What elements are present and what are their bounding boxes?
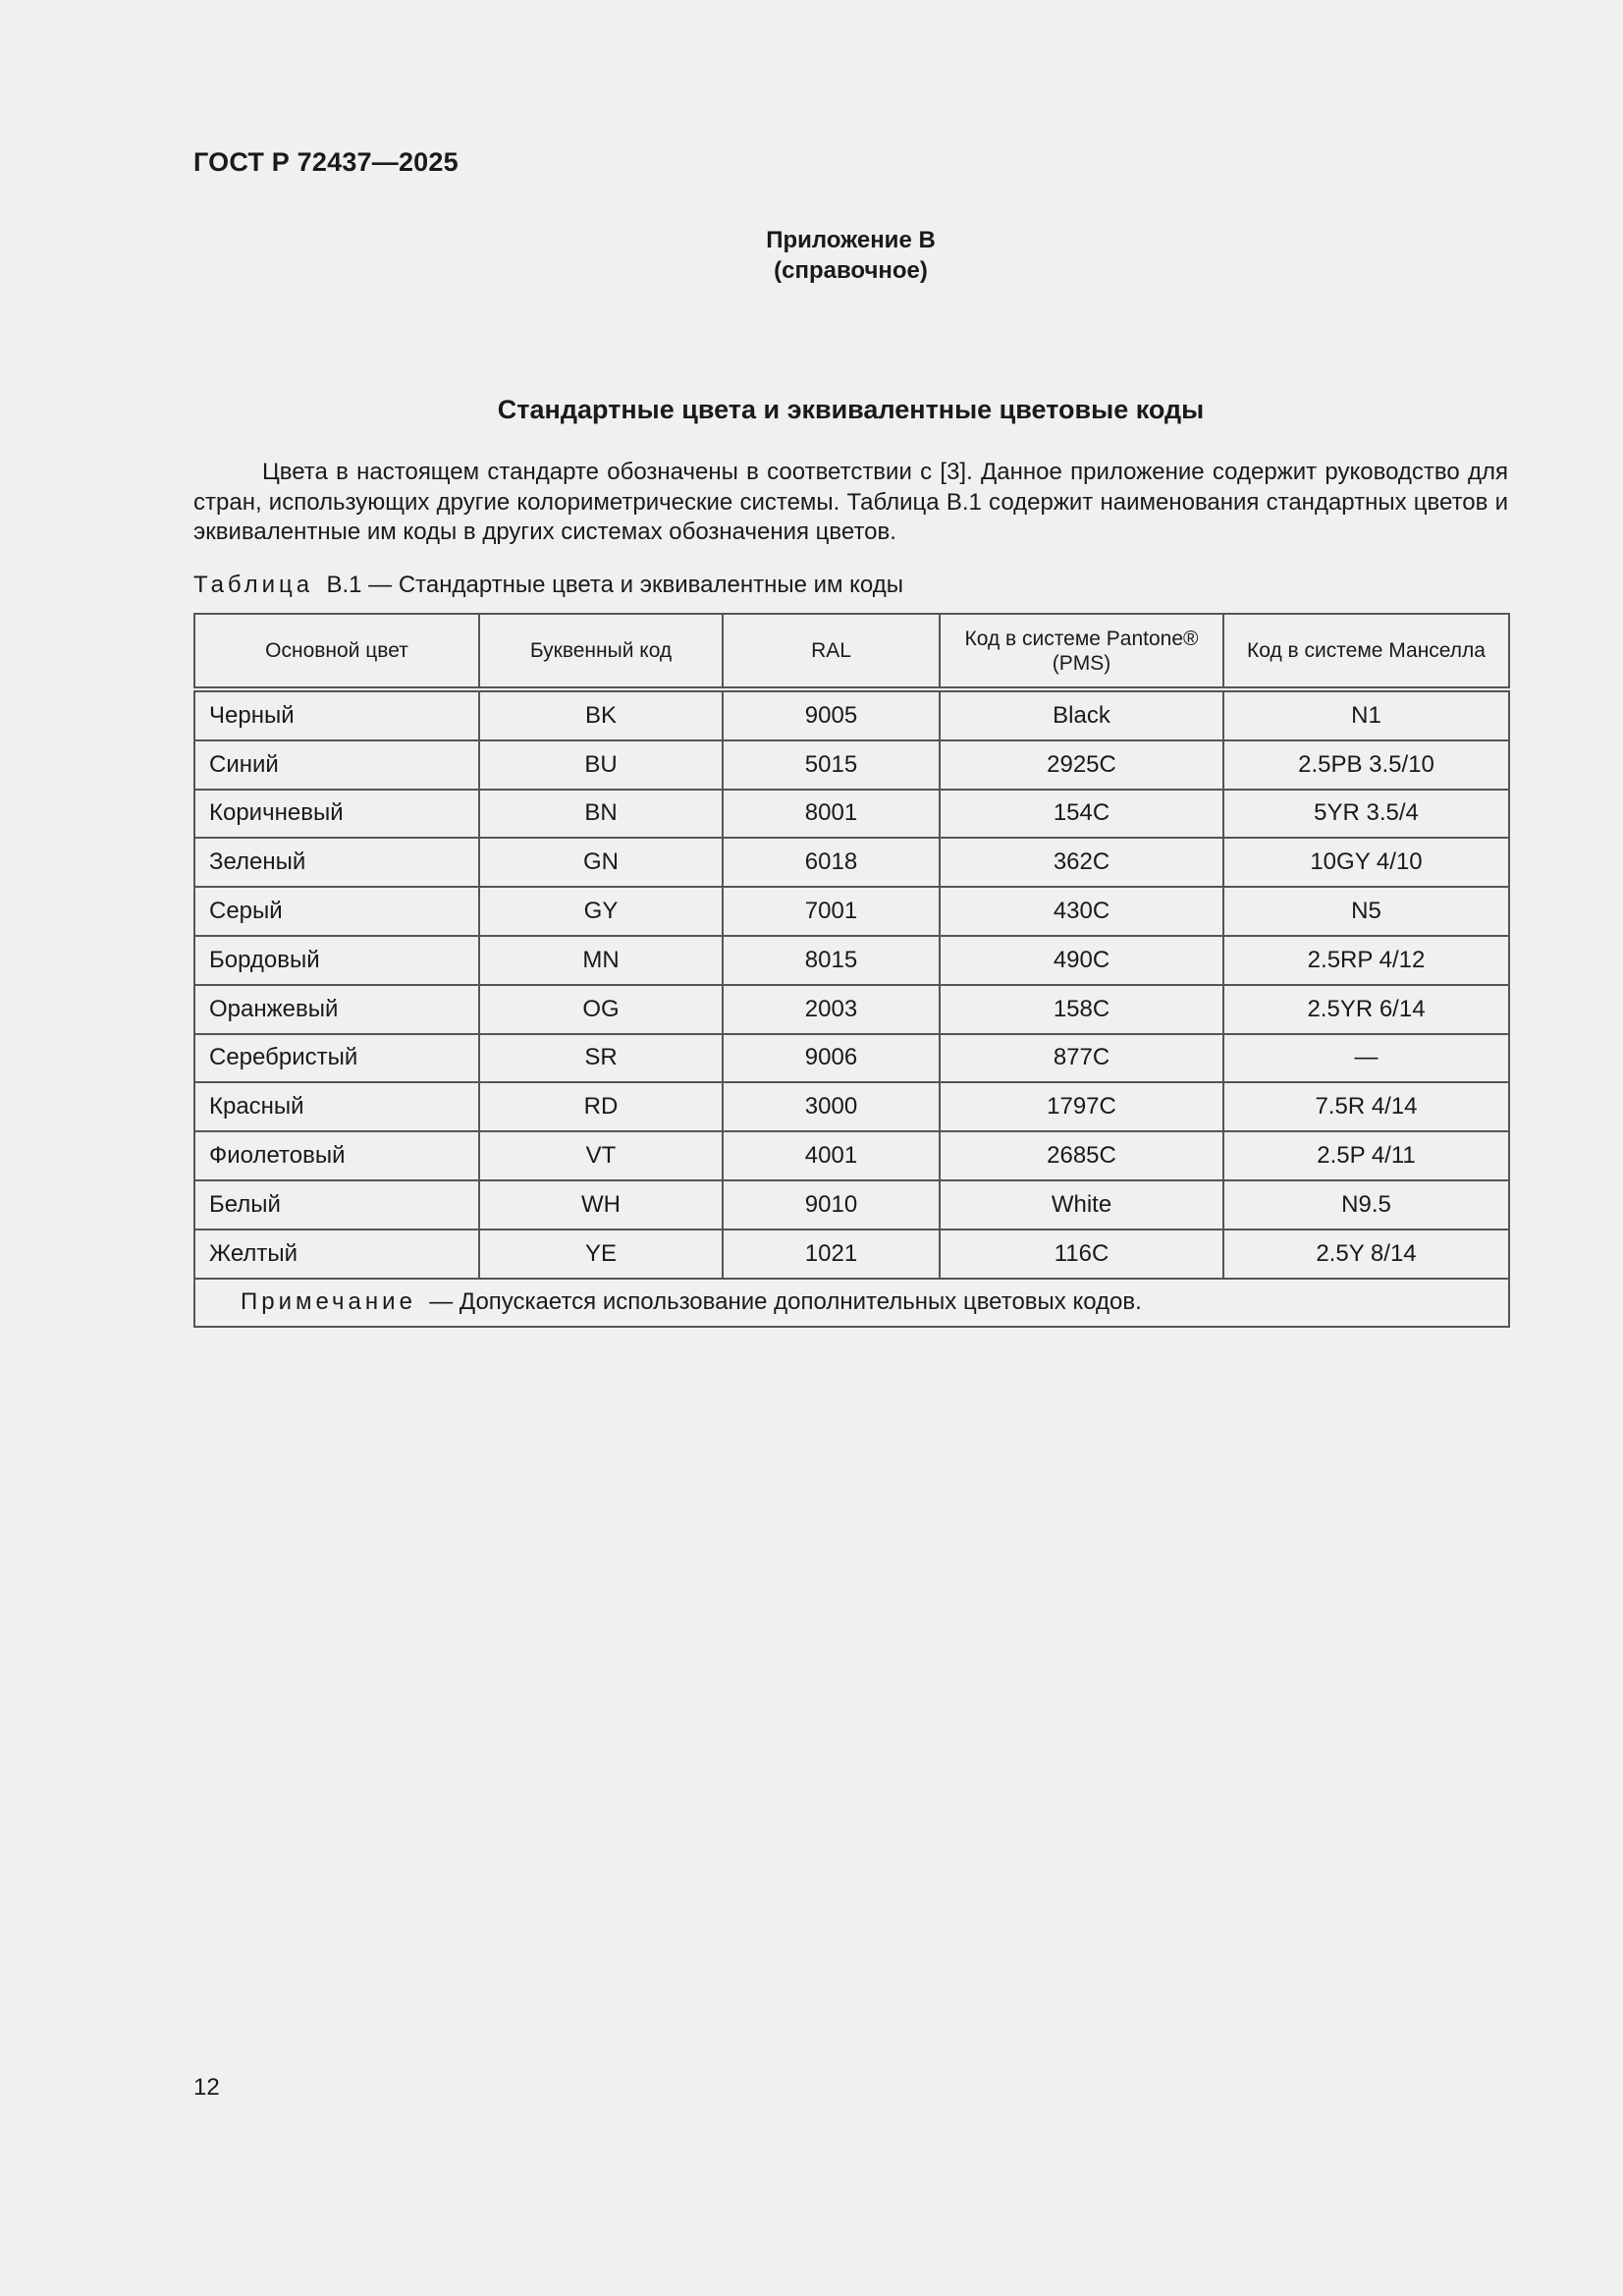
cell-pantone: 490C [940, 936, 1223, 985]
cell-pantone: 158C [940, 985, 1223, 1034]
table-note-label: Примечание [241, 1288, 416, 1316]
cell-letter-code: OG [479, 985, 723, 1034]
cell-letter-code: GY [479, 887, 723, 936]
table-caption-text: В.1 — Стандартные цвета и эквивалентные им коды [326, 572, 904, 598]
cell-pantone: White [940, 1180, 1223, 1230]
cell-ral: 9006 [723, 1034, 940, 1083]
cell-letter-code: VT [479, 1131, 723, 1180]
cell-ral: 9010 [723, 1180, 940, 1230]
header-ral: RAL [723, 614, 940, 689]
appendix-title: Приложение В [766, 227, 936, 253]
document-code: ГОСТ Р 72437—2025 [193, 147, 459, 177]
color-codes-table [193, 613, 1510, 1328]
header-main-color: Основной цвет [194, 614, 479, 689]
table-row [194, 887, 1509, 936]
cell-ral: 9005 [723, 689, 940, 740]
table-caption [193, 572, 903, 599]
cell-ral: 5015 [723, 740, 940, 790]
cell-color-name: Синий [194, 740, 479, 790]
table-row [194, 1034, 1509, 1083]
table-caption-label: Таблица [193, 572, 314, 598]
cell-letter-code: BN [479, 790, 723, 839]
cell-color-name: Черный [194, 689, 479, 740]
table-row [194, 740, 1509, 790]
cell-ral: 2003 [723, 985, 940, 1034]
table-header-row [194, 614, 1509, 689]
cell-pantone: 877C [940, 1034, 1223, 1083]
cell-munsell: 10GY 4/10 [1223, 838, 1509, 887]
cell-munsell: N1 [1223, 689, 1509, 740]
table-row [194, 1131, 1509, 1180]
cell-color-name: Фиолетовый [194, 1131, 479, 1180]
table-row [194, 689, 1509, 740]
cell-letter-code: BK [479, 689, 723, 740]
cell-ral: 4001 [723, 1131, 940, 1180]
cell-color-name: Желтый [194, 1230, 479, 1279]
cell-pantone: 116C [940, 1230, 1223, 1279]
table-row [194, 936, 1509, 985]
cell-munsell: 2.5PB 3.5/10 [1223, 740, 1509, 790]
cell-letter-code: RD [479, 1082, 723, 1131]
cell-munsell: 2.5Y 8/14 [1223, 1230, 1509, 1279]
table-note-row [194, 1279, 1509, 1328]
cell-color-name: Оранжевый [194, 985, 479, 1034]
table-row [194, 1230, 1509, 1279]
cell-letter-code: GN [479, 838, 723, 887]
table-row [194, 985, 1509, 1034]
appendix-heading [193, 225, 1508, 286]
cell-ral: 3000 [723, 1082, 940, 1131]
header-letter-code: Буквенный код [479, 614, 723, 689]
section-title: Стандартные цвета и эквивалентные цветовые коды [497, 395, 1205, 424]
cell-munsell: 2.5P 4/11 [1223, 1131, 1509, 1180]
cell-letter-code: BU [479, 740, 723, 790]
table-row [194, 790, 1509, 839]
cell-pantone: 154C [940, 790, 1223, 839]
cell-letter-code: WH [479, 1180, 723, 1230]
cell-munsell: N5 [1223, 887, 1509, 936]
cell-color-name: Красный [194, 1082, 479, 1131]
cell-ral: 7001 [723, 887, 940, 936]
cell-munsell: 2.5RP 4/12 [1223, 936, 1509, 985]
cell-munsell: N9.5 [1223, 1180, 1509, 1230]
cell-munsell: 2.5YR 6/14 [1223, 985, 1509, 1034]
cell-ral: 8001 [723, 790, 940, 839]
cell-pantone: 1797C [940, 1082, 1223, 1131]
cell-letter-code: SR [479, 1034, 723, 1083]
cell-munsell: — [1223, 1034, 1509, 1083]
cell-color-name: Серебристый [194, 1034, 479, 1083]
cell-munsell: 5YR 3.5/4 [1223, 790, 1509, 839]
cell-ral: 1021 [723, 1230, 940, 1279]
intro-paragraph: Цвета в настоящем стандарте обозначены в соответствии с [3]. Данное приложение содержит руководство для стран, использующих другие колориметрические системы. Таблица В.1 содержит наименования стандартных цветов и эквивалентные им коды в других системах обозначения цветов. [193, 459, 1508, 545]
header-pantone: Код в системе Pantone® (PMS) [940, 614, 1223, 689]
cell-ral: 6018 [723, 838, 940, 887]
cell-pantone: 362C [940, 838, 1223, 887]
cell-color-name: Коричневый [194, 790, 479, 839]
cell-munsell: 7.5R 4/14 [1223, 1082, 1509, 1131]
cell-color-name: Зеленый [194, 838, 479, 887]
cell-pantone: 2685C [940, 1131, 1223, 1180]
table-note [194, 1279, 1509, 1328]
cell-letter-code: YE [479, 1230, 723, 1279]
cell-pantone: 430C [940, 887, 1223, 936]
header-munsell: Код в системе Манселла [1223, 614, 1509, 689]
table-row [194, 1082, 1509, 1131]
table-note-text: — Допускается использование дополнительных цветовых кодов. [429, 1288, 1142, 1316]
table-row [194, 838, 1509, 887]
table-row [194, 1180, 1509, 1230]
appendix-subtitle: (справочное) [774, 257, 928, 284]
cell-color-name: Белый [194, 1180, 479, 1230]
cell-ral: 8015 [723, 936, 940, 985]
cell-pantone: Black [940, 689, 1223, 740]
cell-color-name: Серый [194, 887, 479, 936]
page-number: 12 [193, 2074, 220, 2101]
cell-color-name: Бордовый [194, 936, 479, 985]
cell-letter-code: MN [479, 936, 723, 985]
cell-pantone: 2925C [940, 740, 1223, 790]
